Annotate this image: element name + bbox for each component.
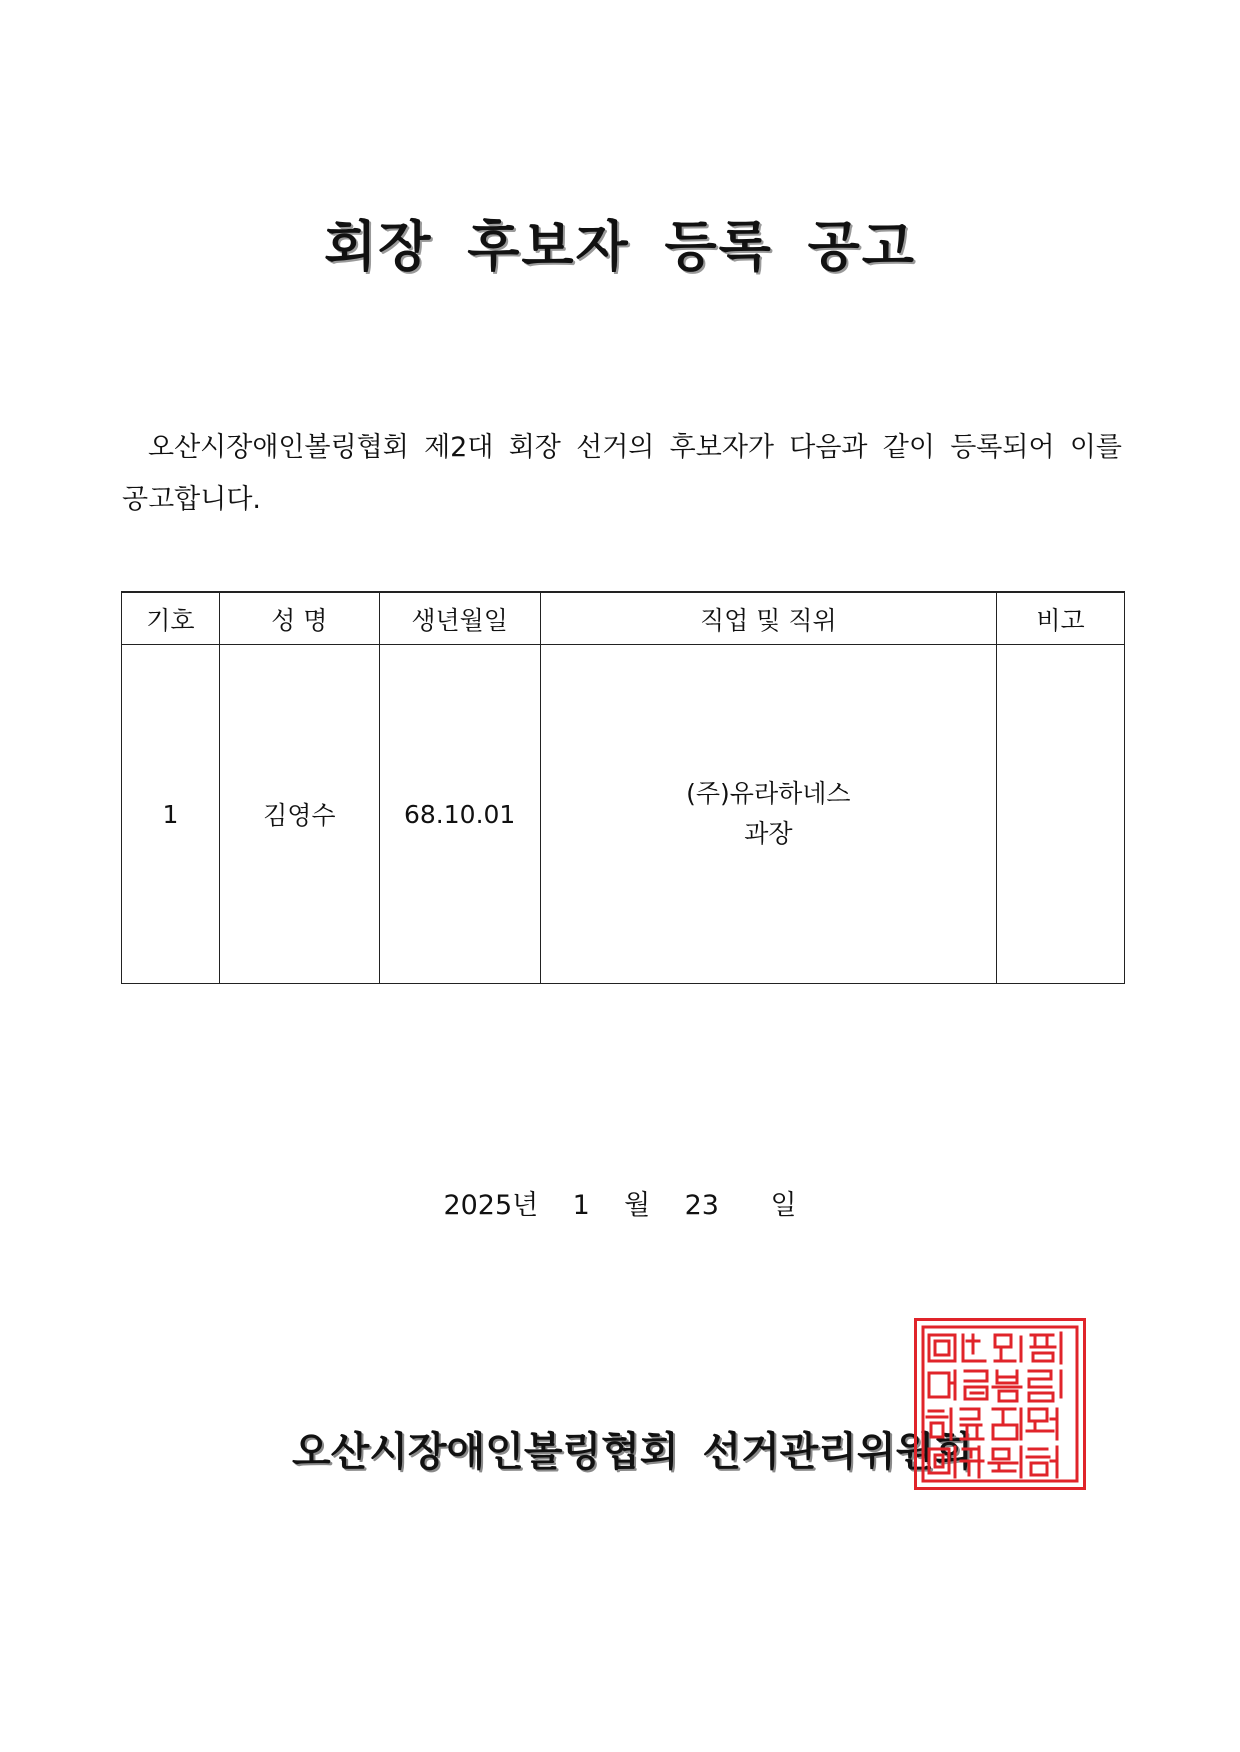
date-day: 23 [684, 1190, 719, 1221]
job-title: 과장 [744, 819, 793, 848]
announcement-text: 오산시장애인볼링협회 제2대 회장 선거의 후보자가 다음과 같이 등록되어 이를 공고합니다. [122, 432, 1122, 515]
date-year: 2025 [443, 1190, 513, 1221]
announcement-date [0, 1186, 1240, 1226]
header-birthdate: 생년월일 [379, 592, 540, 645]
date-day-unit: 일 [770, 1190, 797, 1221]
cell-number: 1 [122, 645, 220, 984]
header-name: 성 명 [219, 592, 379, 645]
date-month: 1 [572, 1190, 590, 1221]
date-year-unit: 년 [512, 1190, 539, 1221]
cell-birthdate: 68.10.01 [379, 645, 540, 984]
header-job-position: 직업 및 직위 [540, 592, 996, 645]
job-company: (주)유라하네스 [686, 779, 851, 808]
header-note: 비고 [997, 592, 1125, 645]
cell-note [997, 645, 1125, 984]
cell-job-position [540, 645, 996, 984]
header-number: 기호 [122, 592, 220, 645]
seal-graphic [917, 1321, 1083, 1487]
date-month-unit: 월 [624, 1190, 651, 1221]
candidate-table [121, 591, 1125, 984]
page-title: 회장 후보자 등록 공고 [324, 215, 916, 278]
table-row [122, 645, 1125, 984]
committee-name: 오산시장애인볼링협회 선거관리위원회 [292, 1429, 973, 1475]
official-seal [914, 1318, 1086, 1490]
table-header-row [122, 592, 1125, 645]
cell-name: 김영수 [219, 645, 379, 984]
